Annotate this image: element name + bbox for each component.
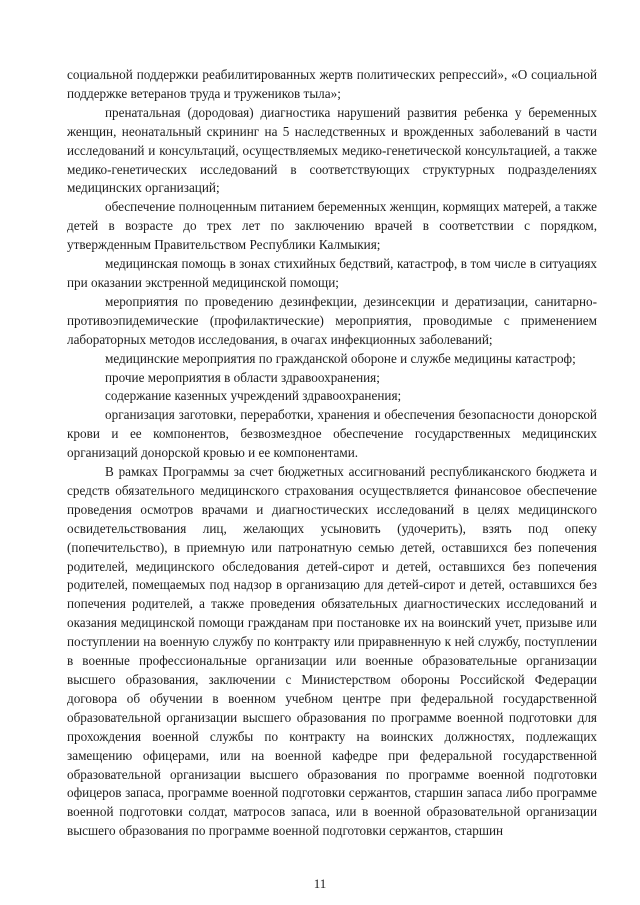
paragraph-nutrition: обеспечение полноценным питанием беременных женщин, кормящих матерей, а также детей в возрасте до трех лет по заключению врачей в соответствии с порядком, утвержденным Правительством Республики Калмыкия; <box>67 199 597 253</box>
page-number: 11 <box>313 876 327 891</box>
paragraph-other-measures: прочие мероприятия в области здравоохранения; <box>105 369 380 385</box>
document-body <box>67 66 597 841</box>
paragraph-continuation: социальной поддержки реабилитированных жертв политических репрессий», «О социальной поддержке ветеранов труда и тружеников тыла»; <box>67 67 597 101</box>
paragraph-prenatal-diagnostics: пренатальная (дородовая) диагностика нарушений развития ребенка у беременных женщин, неонатальный скрининг на 5 наследственных и врожденных заболеваний в части исследований и консультаций, осуществляемых медико-генетической консультацией, а также медико-генетических исследований в соответствующих структурных подразделениях медицинских организаций; <box>67 104 597 196</box>
paragraph-disinfection: мероприятия по проведению дезинфекции, дезинсекции и дератизации, санитарно-противоэпидемические (профилактические) мероприятия, проводимые с применением лабораторных методов исследования, в очагах инфекционных заболеваний; <box>67 293 597 347</box>
paragraph-program-financing: В рамках Программы за счет бюджетных ассигнований республиканского бюджета и средств обязательного медицинского страхования осуществляется финансовое обеспечение проведения осмотров врачами и диагностических исследований в целях медицинского освидетельствования лиц, желающих усыновить (удочерить), взять под опеку (попечительство), в приемную или патронатную семью детей, оставшихся без попечения родителей, медицинского обследования детей-сирот и детей, оставшихся без попечения родителей, помещаемых под надзор в организацию для детей-сирот и детей, оставшихся без попечения родителей, а также проведения обязательных диагностических исследований и оказания медицинской помощи гражданам при постановке их на воинский учет, призыве или поступлении на военную службу по контракту или приравненную к ней службу, поступлении в военные профессиональные организации или военные образовательные организации высшего образования, заключении с Министерством обороны Российской Федерации договора об обучении в военном учебном центре при федеральной государственной образовательной организации высшего образования по программе военной подготовки для прохождения военной службы по контракту на воинских должностях, подлежащих замещению офицерами, или на военной кафедре при федеральной государственной образовательной организации высшего образования по программе военной подготовки офицеров запаса, программе военной подготовки сержантов, старшин запаса либо программе военной подготовки солдат, матросов запаса, или в военной образовательной организации высшего образования по программе военной подготовки сержантов, старшин <box>67 464 597 839</box>
paragraph-institutions-upkeep: содержание казенных учреждений здравоохранения; <box>105 388 402 404</box>
paragraph-donor-blood: организация заготовки, переработки, хранения и обеспечения безопасности донорской крови и ее компонентов, безвозмездное обеспечение государственных медицинских организаций донорской кровью и ее компонентами. <box>67 407 597 461</box>
paragraph-disaster-care: медицинская помощь в зонах стихийных бедствий, катастроф, в том числе в ситуациях при оказании экстренной медицинской помощи; <box>67 256 597 290</box>
paragraph-civil-defense: медицинские мероприятия по гражданской обороне и службе медицины катастроф; <box>105 350 576 366</box>
